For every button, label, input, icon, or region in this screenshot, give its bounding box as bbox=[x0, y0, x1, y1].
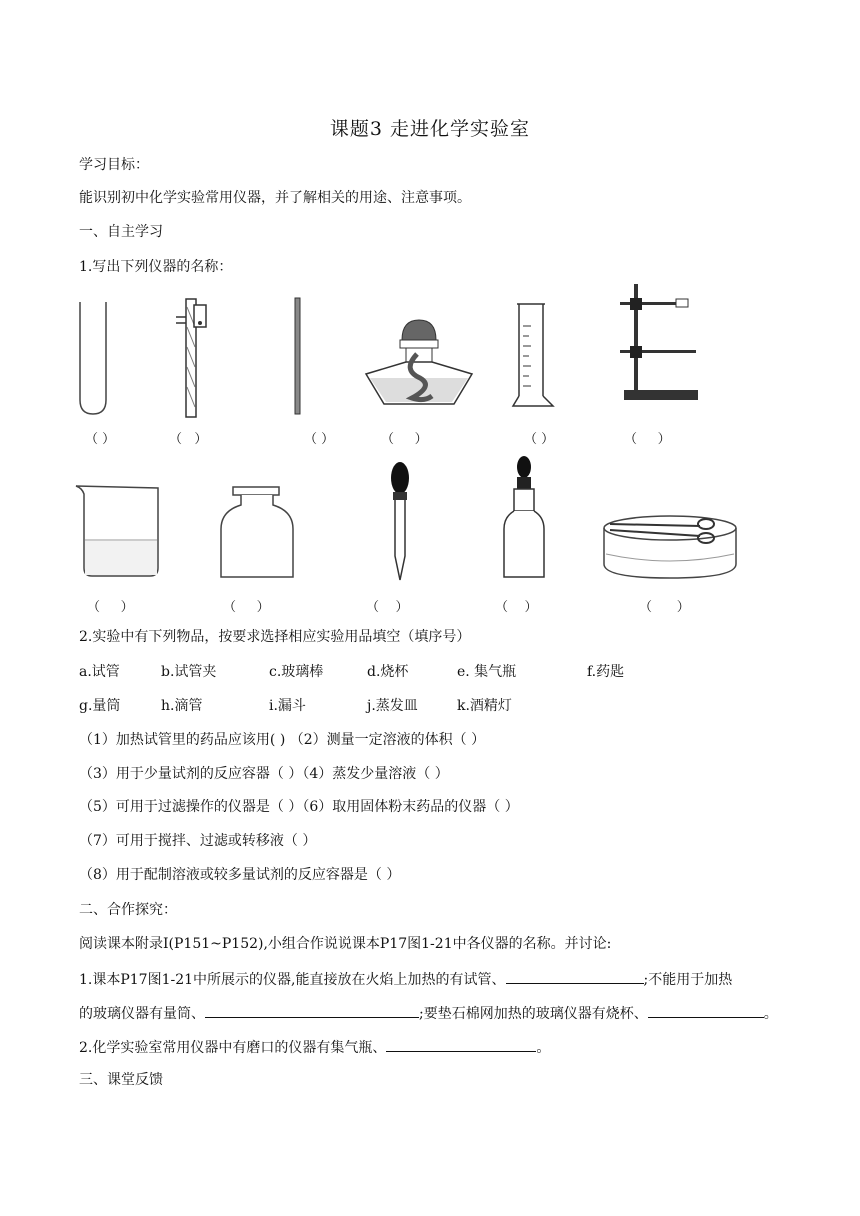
goal-text: 能识别初中化学实验常用仪器，并了解相关的用途、注意事项。 bbox=[79, 190, 471, 206]
dropping-bottle-figure bbox=[500, 455, 548, 581]
test-tube-clamp-figure bbox=[168, 297, 212, 421]
answer-paren-10[interactable]: （ ） bbox=[495, 600, 538, 615]
fill-item-5-6: （5）可用于过滤操作的仪器是（ ）（6）取用固体粉末药品的仪器（ ） bbox=[79, 799, 519, 815]
answer-paren-2[interactable]: （ ） bbox=[169, 432, 208, 447]
inquiry-1-text-e: 。 bbox=[763, 1006, 778, 1022]
option-j: j.蒸发皿 bbox=[367, 698, 418, 714]
option-i: i.漏斗 bbox=[269, 698, 306, 714]
section-cooperative-inquiry: 二、合作探究： bbox=[79, 902, 177, 918]
gas-collecting-bottle-figure bbox=[217, 485, 297, 581]
inquiry-item-2 bbox=[79, 1037, 550, 1057]
iron-stand-figure bbox=[618, 282, 702, 404]
answer-paren-7[interactable]: （ ） bbox=[87, 600, 134, 615]
reading-instruction: 阅读课本附录Ⅰ(P151~P152),小组合作说说课本P17图1-21中各仪器的名称。并讨论: bbox=[79, 936, 612, 952]
answer-paren-1[interactable]: （ ） bbox=[85, 432, 116, 447]
inquiry-1-text-a: 1.课本P17图1-21中所展示的仪器,能直接放在火焰上加热的有试管、 bbox=[79, 972, 506, 988]
blank-direct-heating[interactable] bbox=[506, 969, 644, 984]
option-k: k.酒精灯 bbox=[457, 698, 512, 714]
section-self-study: 一、自主学习 bbox=[79, 224, 163, 240]
test-tube-figure bbox=[76, 300, 110, 418]
option-d: d.烧杯 bbox=[367, 664, 409, 680]
option-e: e. 集气瓶 bbox=[457, 664, 517, 680]
inquiry-item-1-line-1 bbox=[79, 969, 732, 989]
blank-non-heating[interactable] bbox=[205, 1003, 419, 1018]
alcohol-lamp-figure bbox=[362, 318, 476, 410]
answer-paren-6[interactable]: （ ） bbox=[624, 432, 671, 447]
inquiry-1-text-d: ;要垫石棉网加热的玻璃仪器有烧杯、 bbox=[419, 1006, 648, 1022]
answer-paren-11[interactable]: （ ） bbox=[639, 600, 690, 615]
option-f: f.药匙 bbox=[587, 664, 625, 680]
answer-paren-8[interactable]: （ ） bbox=[223, 600, 270, 615]
inquiry-1-text-b: ;不能用于加热 bbox=[643, 972, 733, 988]
option-g: g.量筒 bbox=[79, 698, 121, 714]
evaporating-dish-tongs-figure bbox=[600, 512, 742, 584]
answer-paren-9[interactable]: （ ） bbox=[366, 600, 409, 615]
inquiry-item-1-line-2 bbox=[79, 1003, 778, 1023]
option-c: c.玻璃棒 bbox=[269, 664, 324, 680]
blank-ground-glass[interactable] bbox=[386, 1037, 536, 1052]
option-h: h.滴管 bbox=[161, 698, 203, 714]
answer-paren-4[interactable]: （ ） bbox=[381, 432, 428, 447]
question-2: 2.实验中有下列物品，按要求选择相应实验用品填空（填序号） bbox=[79, 629, 471, 645]
blank-gauze-heating[interactable] bbox=[648, 1003, 764, 1018]
fill-item-3-4: （3）用于少量试剂的反应容器（ ）（4）蒸发少量溶液（ ） bbox=[79, 766, 449, 782]
option-a: a.试管 bbox=[79, 664, 120, 680]
fill-item-8: （8）用于配制溶液或较多量试剂的反应容器是（ ） bbox=[79, 867, 401, 883]
glass-rod-figure bbox=[293, 296, 303, 416]
options-row-1 bbox=[79, 663, 624, 681]
question-1: 1.写出下列仪器的名称： bbox=[79, 259, 233, 275]
answer-paren-3[interactable]: （ ） bbox=[304, 432, 335, 447]
fill-item-1-2: （1）加热试管里的药品应该用( ) （2）测量一定溶液的体积（ ） bbox=[79, 732, 486, 748]
inquiry-2-text-a: 2.化学实验室常用仪器中有磨口的仪器有集气瓶、 bbox=[79, 1040, 387, 1056]
graduated-cylinder-figure bbox=[509, 302, 557, 408]
section-class-feedback: 三、课堂反馈 bbox=[79, 1072, 163, 1088]
page-title: 课题3 走进化学实验室 bbox=[329, 118, 531, 140]
inquiry-2-text-b: 。 bbox=[536, 1040, 551, 1056]
fill-item-7: （7）可用于搅拌、过滤或转移液（ ） bbox=[79, 833, 317, 849]
options-row-2 bbox=[79, 697, 512, 715]
dropper-figure bbox=[386, 460, 416, 582]
inquiry-1-text-c: 的玻璃仪器有量筒、 bbox=[79, 1006, 205, 1022]
answer-paren-5[interactable]: （ ） bbox=[524, 432, 555, 447]
option-b: b.试管夹 bbox=[161, 664, 217, 680]
beaker-figure bbox=[74, 484, 160, 580]
goal-heading: 学习目标： bbox=[79, 157, 149, 173]
